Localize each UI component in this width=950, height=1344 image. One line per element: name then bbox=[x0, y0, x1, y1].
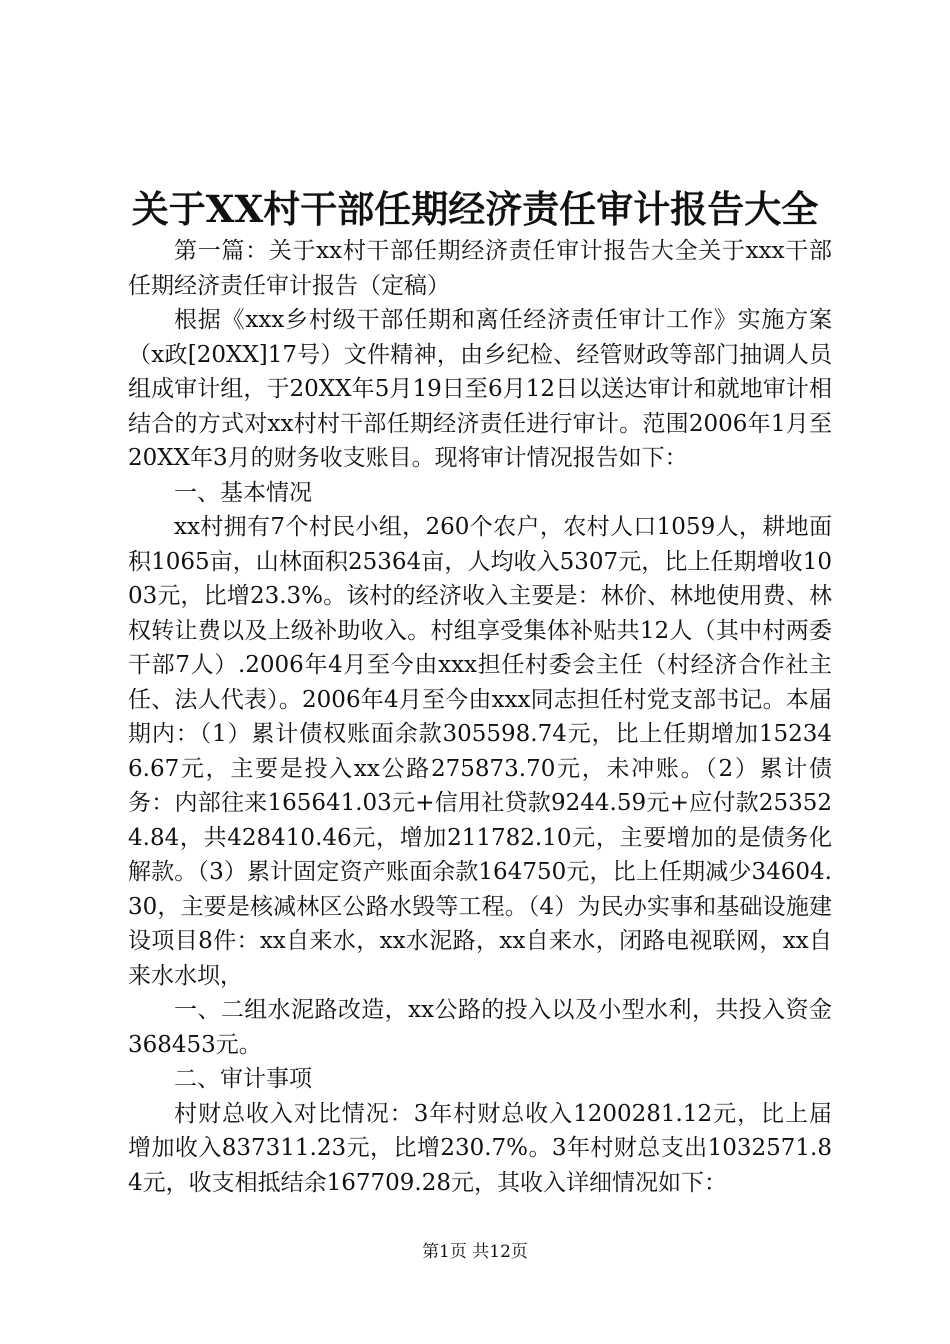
paragraph-basic-info: xx村拥有7个村民小组，260个农户，农村人口1059人，耕地面积1065亩，山林面积25364亩，人均收入5307元，比上任期增收1003元，比增23.3%。该村的经济收入主要是：林价、林地使用费、林权转让费以及上级补助收入。村组享受集体补贴共12人（其中村两委干部7人）.2006年4月至今由xxx担任村委会主任（村经济合作社主任、法人代表）。2006年4月至今由xxx同志担任村党支部书记。本届期内：（1）累计债权账面余款305598.74元，比上任期增加152346.67元，主要是投入xx公路275873.70元，未冲账。（2）累计债务：内部往来165641.03元+信用社贷款9244.59元+应付款253524.84，共428410.46元，增加211782.10元，主要增加的是债务化解款。（3）累计固定资产账面余款164750元，比上任期减少34604.30，主要是核减林区公路水毁等工程。（4）为民办实事和基础设施建设项目8件：xx自来水，xx水泥路，xx自来水，闭路电视联网，xx自来水水坝， bbox=[128, 514, 832, 989]
paragraph-revenue: 村财总收入对比情况：3年村财总收入1200281.12元，比上届增加收入837311.23元，比增230.7%。3年村财总支出1032571.84元，收支相抵结余167709.28元，其收入详细情况如下： bbox=[128, 1100, 832, 1196]
document-title: 关于XX村干部任期经济责任审计报告大全 bbox=[131, 187, 819, 231]
section-heading-basic-info: 一、基本情况 bbox=[174, 479, 312, 506]
paragraph-basis: 根据《xxx乡村级干部任期和离任经济责任审计工作》实施方案（x政[20XX]17号）文件精神，由乡纪检、经管财政等部门抽调人员组成审计组，于20XX年5月19日至6月12日以送达审计和就地审计相结合的方式对xx村村干部任期经济责任进行审计。范围2006年1月至20XX年3月的财务收支账目。现将审计情况报告如下： bbox=[128, 307, 832, 471]
page-number: 第1页 共12页 bbox=[422, 1242, 528, 1262]
section-heading-audit-items: 二、审计事项 bbox=[174, 1066, 312, 1092]
paragraph-intro: 第一篇：关于xx村干部任期经济责任审计报告大全关于xxx干部任期经济责任审计报告（定稿） bbox=[128, 238, 832, 299]
document-body bbox=[128, 234, 832, 1200]
paragraph-investment: 一、二组水泥路改造，xx公路的投入以及小型水利，共投入资金368453元。 bbox=[128, 997, 832, 1058]
